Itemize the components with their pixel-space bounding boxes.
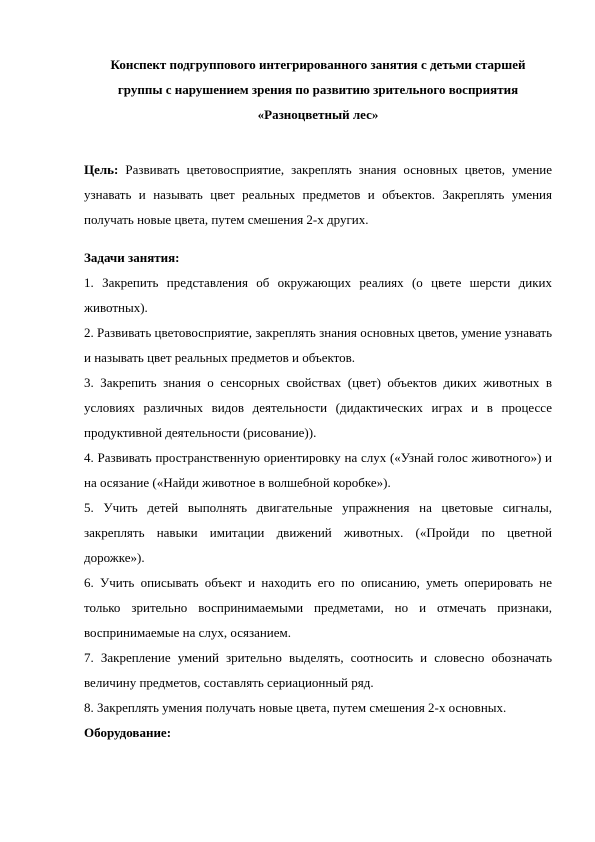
equipment-heading: Оборудование:	[84, 725, 172, 740]
task-item: 5. Учить детей выполнять двигательные упражнения на цветовые сигналы, закреплять навыки имитации движений животных. («Пройди по цветной дорожке»).	[84, 500, 552, 565]
task-item: 2. Развивать цветовосприятие, закреплять знания основных цветов, умение узнавать и называть цвет реальных предметов и объектов.	[84, 325, 552, 365]
task-item: 8. Закреплять умения получать новые цвета, путем смешения 2-х основных.	[84, 700, 507, 715]
goal-paragraph	[84, 157, 552, 232]
document-title	[84, 52, 552, 127]
title-line-2: группы с нарушением зрения по развитию зрительного восприятия	[117, 82, 519, 97]
title-line-1: Конспект подгруппового интегрированного занятия с детьми старшей	[110, 57, 526, 72]
task-item: 4. Развивать пространственную ориентировку на слух («Узнай голос животного») и на осязание («Найди животное в волшебной коробке»).	[84, 450, 552, 490]
goal-label: Цель:	[84, 162, 119, 177]
task-item: 7. Закрепление умений зрительно выделять, соотносить и словесно обозначать величину предметов, составлять сериационный ряд.	[84, 650, 552, 690]
goal-text: Развивать цветовосприятие, закреплять знания основных цветов, умение узнавать и называть цвет реальных предметов и объектов. Закреплять умения получать новые цвета, путем смешения 2-х других.	[84, 162, 552, 227]
task-item: 1. Закрепить представления об окружающих реалиях (о цвете шерсти диких животных).	[84, 275, 552, 315]
document-page	[84, 52, 552, 745]
tasks-heading: Задачи занятия:	[84, 250, 180, 265]
task-item: 6. Учить описывать объект и находить его по описанию, уметь оперировать не только зрительно воспринимаемыми предметами, но и отмечать признаки, воспринимаемые на слух, осязанием.	[84, 575, 552, 640]
task-item: 3. Закрепить знания о сенсорных свойствах (цвет) объектов диких животных в условиях различных видов деятельности (дидактических играх и в процессе продуктивной деятельности (рисование)).	[84, 375, 552, 440]
title-line-3: «Разноцветный лес»	[257, 107, 379, 122]
